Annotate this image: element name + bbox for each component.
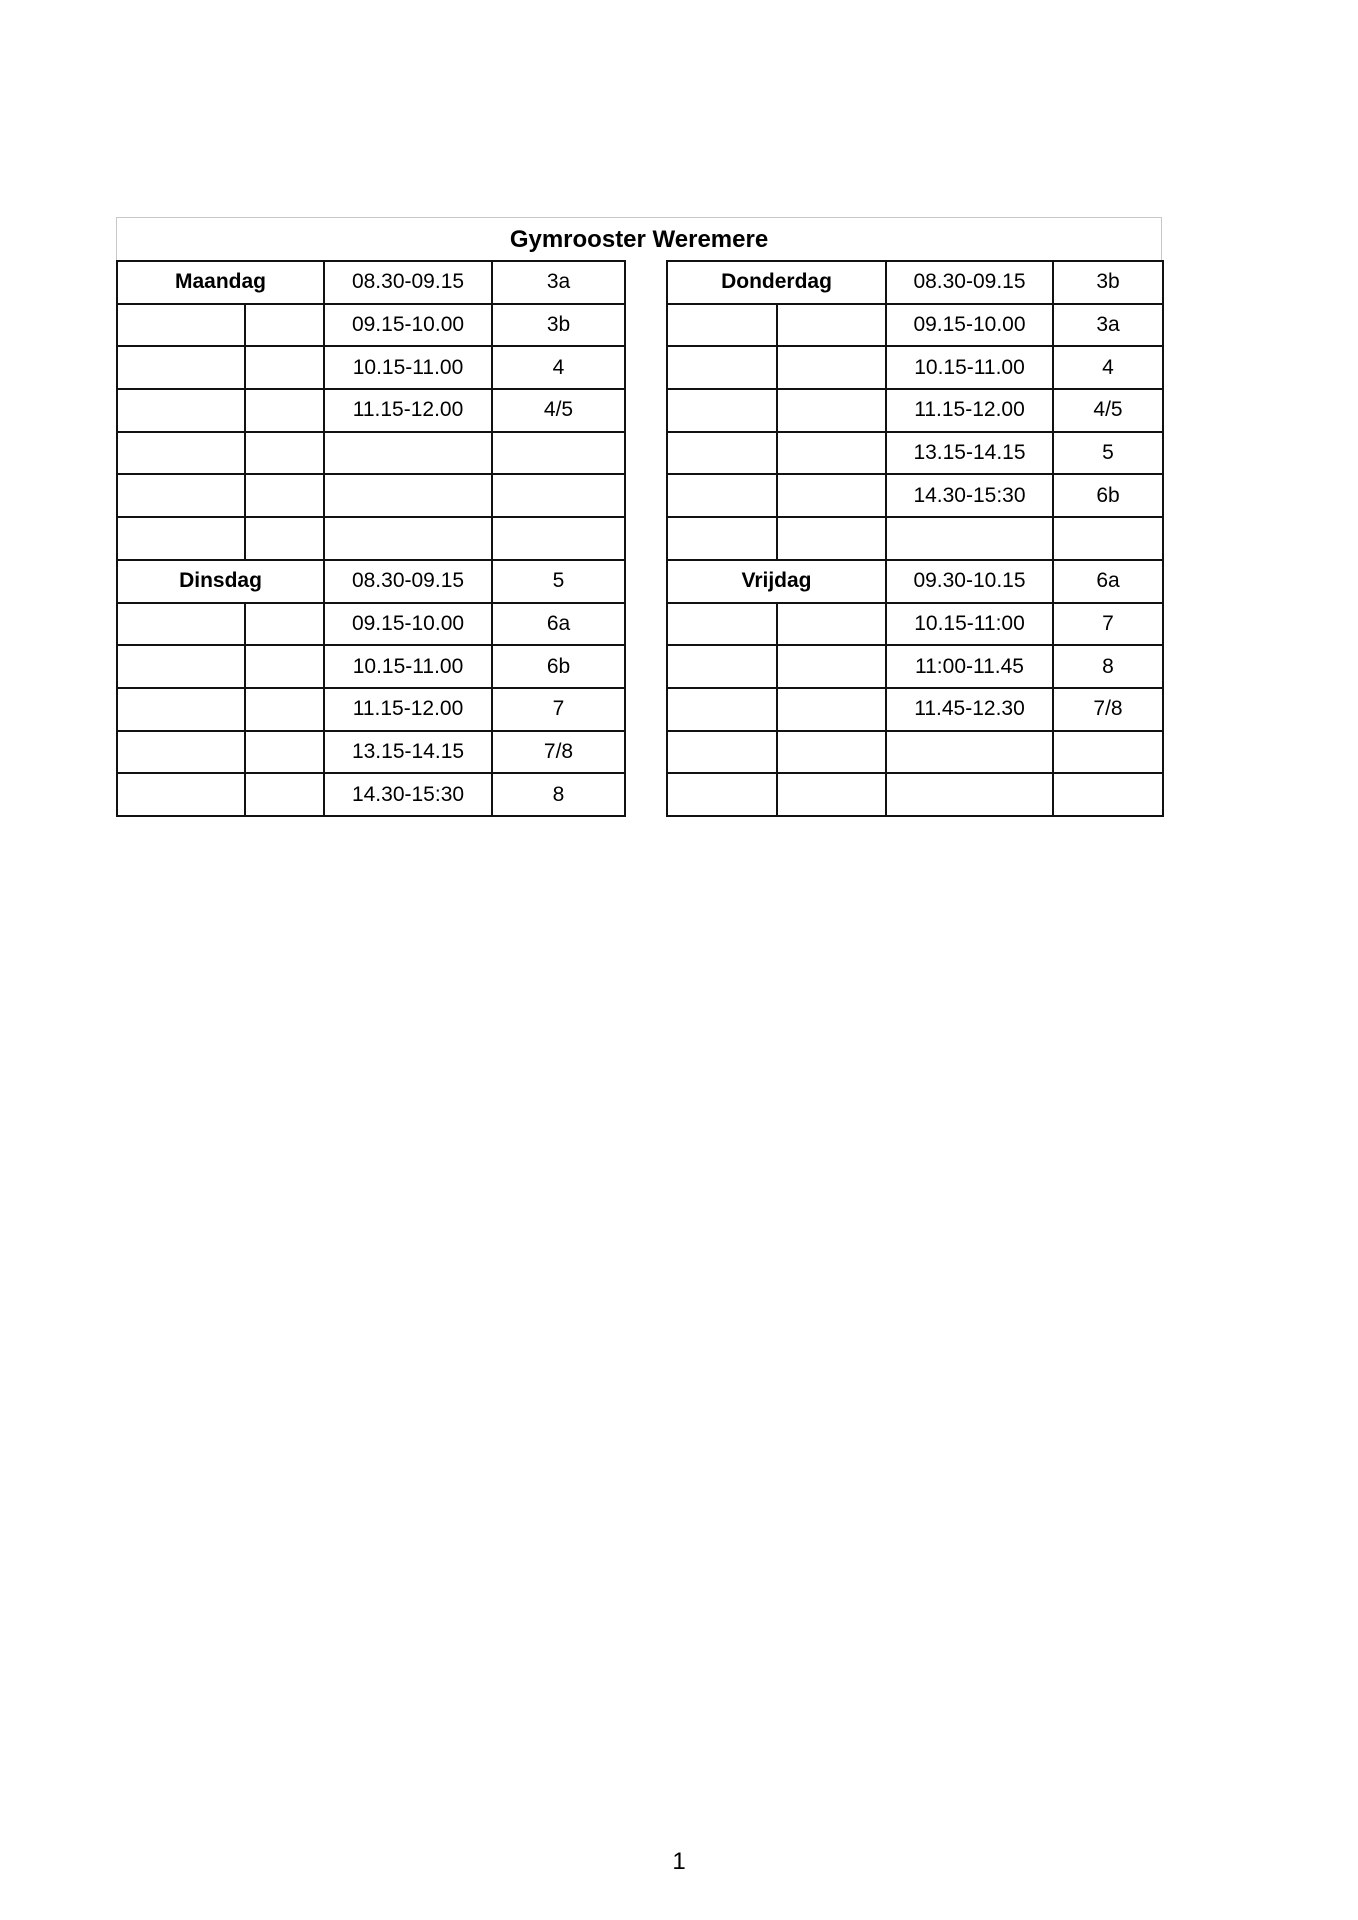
- group-cell: 4: [492, 346, 625, 389]
- schedule-row: [117, 346, 625, 389]
- group-cell: 6b: [492, 645, 625, 688]
- empty-cell: [777, 432, 886, 475]
- page-number: 1: [672, 1848, 686, 1875]
- day-label: Donderdag: [667, 261, 886, 304]
- time-cell: 13.15-14.15: [324, 731, 492, 774]
- time-cell: 08.30-09.15: [886, 261, 1053, 304]
- empty-cell: [667, 389, 777, 432]
- empty-cell: [117, 603, 245, 646]
- group-cell: 7: [492, 688, 625, 731]
- empty-cell: [667, 517, 777, 560]
- time-cell: 10.15-11.00: [324, 645, 492, 688]
- empty-cell: [117, 432, 245, 475]
- schedule-row: [667, 389, 1163, 432]
- empty-cell: [777, 304, 886, 347]
- schedule-row: [667, 346, 1163, 389]
- schedule-body-left: [117, 261, 625, 816]
- empty-cell: [777, 389, 886, 432]
- empty-cell: [245, 731, 324, 774]
- empty-cell: [667, 474, 777, 517]
- time-cell: 14.30-15:30: [324, 773, 492, 816]
- schedule-row: [117, 474, 625, 517]
- schedule-row: [667, 432, 1163, 475]
- time-cell: 13.15-14.15: [886, 432, 1053, 475]
- empty-cell: [117, 304, 245, 347]
- empty-cell: [777, 603, 886, 646]
- empty-cell: [777, 688, 886, 731]
- day-label: Dinsdag: [117, 560, 324, 603]
- empty-cell: [777, 346, 886, 389]
- empty-cell: [245, 517, 324, 560]
- schedule-row: [117, 688, 625, 731]
- group-cell: [492, 432, 625, 475]
- group-cell: 3b: [1053, 261, 1163, 304]
- empty-cell: [777, 474, 886, 517]
- group-cell: 6b: [1053, 474, 1163, 517]
- schedule-row: [667, 688, 1163, 731]
- schedule-row: [667, 603, 1163, 646]
- group-cell: 3b: [492, 304, 625, 347]
- schedule-row: [117, 304, 625, 347]
- group-cell: [1053, 517, 1163, 560]
- empty-cell: [245, 688, 324, 731]
- group-cell: 7/8: [1053, 688, 1163, 731]
- time-cell: 09.30-10.15: [886, 560, 1053, 603]
- schedule-table-left: [116, 260, 626, 817]
- group-cell: 7: [1053, 603, 1163, 646]
- empty-cell: [117, 517, 245, 560]
- schedule-table-right: [666, 260, 1164, 817]
- empty-cell: [245, 474, 324, 517]
- empty-cell: [117, 474, 245, 517]
- group-cell: [1053, 731, 1163, 774]
- time-cell: [324, 432, 492, 475]
- group-cell: 4/5: [1053, 389, 1163, 432]
- time-cell: 08.30-09.15: [324, 560, 492, 603]
- empty-cell: [667, 304, 777, 347]
- schedule-row: [667, 474, 1163, 517]
- time-cell: 14.30-15:30: [886, 474, 1053, 517]
- time-cell: 09.15-10.00: [324, 304, 492, 347]
- empty-cell: [117, 773, 245, 816]
- time-cell: [886, 517, 1053, 560]
- empty-cell: [667, 688, 777, 731]
- time-cell: [886, 773, 1053, 816]
- empty-cell: [117, 645, 245, 688]
- empty-cell: [777, 645, 886, 688]
- day-label: Maandag: [117, 261, 324, 304]
- group-cell: 3a: [1053, 304, 1163, 347]
- time-cell: [886, 731, 1053, 774]
- empty-cell: [667, 432, 777, 475]
- schedule-title: Gymrooster Weremere: [116, 217, 1162, 260]
- empty-cell: [117, 688, 245, 731]
- time-cell: 10.15-11.00: [324, 346, 492, 389]
- empty-cell: [777, 517, 886, 560]
- schedule-row: [117, 517, 625, 560]
- empty-cell: [667, 773, 777, 816]
- empty-cell: [667, 346, 777, 389]
- schedule-row: [117, 773, 625, 816]
- schedule-body-right: [667, 261, 1163, 816]
- group-cell: 8: [1053, 645, 1163, 688]
- empty-cell: [117, 731, 245, 774]
- time-cell: 11:00-11.45: [886, 645, 1053, 688]
- time-cell: 09.15-10.00: [324, 603, 492, 646]
- schedule-row: [667, 560, 1163, 603]
- empty-cell: [667, 731, 777, 774]
- schedule-row: [667, 773, 1163, 816]
- empty-cell: [245, 304, 324, 347]
- empty-cell: [245, 773, 324, 816]
- schedule-row: [667, 517, 1163, 560]
- schedule-row: [667, 645, 1163, 688]
- group-cell: 5: [1053, 432, 1163, 475]
- time-cell: 10.15-11:00: [886, 603, 1053, 646]
- time-cell: [324, 517, 492, 560]
- time-cell: 11.45-12.30: [886, 688, 1053, 731]
- empty-cell: [245, 603, 324, 646]
- schedule-row: [117, 603, 625, 646]
- empty-cell: [245, 645, 324, 688]
- group-cell: 6a: [1053, 560, 1163, 603]
- group-cell: 7/8: [492, 731, 625, 774]
- group-cell: 4: [1053, 346, 1163, 389]
- group-cell: [492, 517, 625, 560]
- group-cell: 8: [492, 773, 625, 816]
- empty-cell: [667, 645, 777, 688]
- time-cell: 08.30-09.15: [324, 261, 492, 304]
- empty-cell: [245, 346, 324, 389]
- time-cell: 09.15-10.00: [886, 304, 1053, 347]
- schedule-row: [117, 731, 625, 774]
- group-cell: [492, 474, 625, 517]
- empty-cell: [777, 731, 886, 774]
- empty-cell: [117, 346, 245, 389]
- empty-cell: [777, 773, 886, 816]
- schedule-row: [667, 261, 1163, 304]
- group-cell: 4/5: [492, 389, 625, 432]
- time-cell: 11.15-12.00: [324, 389, 492, 432]
- time-cell: 10.15-11.00: [886, 346, 1053, 389]
- time-cell: [324, 474, 492, 517]
- group-cell: [1053, 773, 1163, 816]
- schedule-row: [117, 645, 625, 688]
- group-cell: 5: [492, 560, 625, 603]
- day-label: Vrijdag: [667, 560, 886, 603]
- schedule-row: [117, 560, 625, 603]
- empty-cell: [117, 389, 245, 432]
- time-cell: 11.15-12.00: [324, 688, 492, 731]
- empty-cell: [667, 603, 777, 646]
- schedule-row: [667, 304, 1163, 347]
- empty-cell: [245, 432, 324, 475]
- schedule-row: [117, 432, 625, 475]
- time-cell: 11.15-12.00: [886, 389, 1053, 432]
- schedule-row: [117, 389, 625, 432]
- schedule-row: [667, 731, 1163, 774]
- group-cell: 3a: [492, 261, 625, 304]
- schedule-row: [117, 261, 625, 304]
- empty-cell: [245, 389, 324, 432]
- group-cell: 6a: [492, 603, 625, 646]
